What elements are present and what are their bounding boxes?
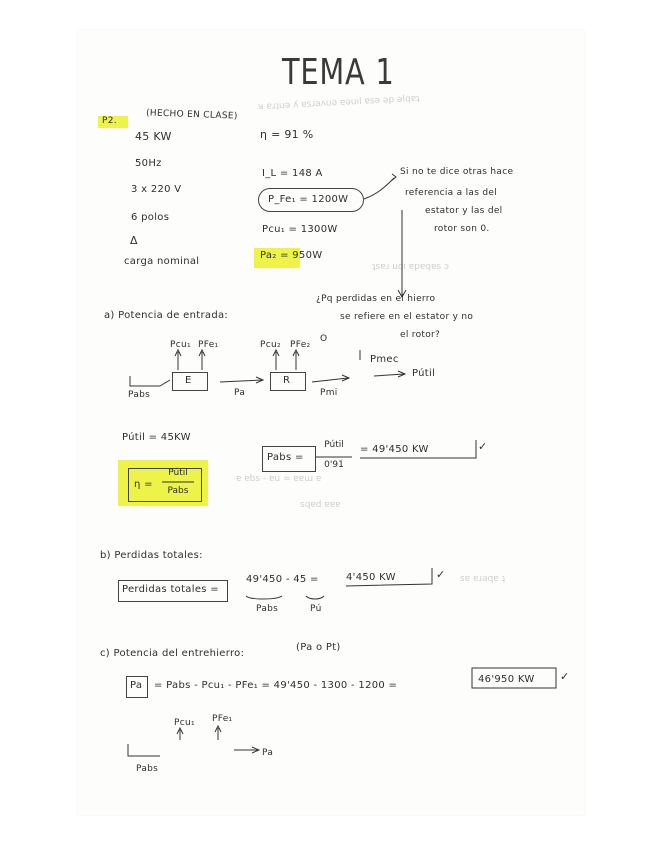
eta-formula-num: Pútil <box>168 468 188 478</box>
question-line: el rotor? <box>400 330 441 340</box>
putil-value: Pútil = 45KW <box>122 432 191 443</box>
label-pmi: Pmi <box>320 388 338 398</box>
label-pmec: Pmec <box>370 354 399 365</box>
pabs-value: = 49'450 KW <box>360 444 429 455</box>
label-pabs-c: Pabs <box>136 764 159 774</box>
header-note: (HECHO EN CLASE) <box>145 108 238 122</box>
under-pabs: Pabs <box>256 604 279 614</box>
pabs-lhs: Pabs = <box>267 452 304 463</box>
label-zero: O <box>320 334 328 344</box>
total-loss-expr: 49'450 - 45 = <box>246 574 319 585</box>
section-b-heading: b) Perdidas totales: <box>100 550 203 561</box>
label-pabs: Pabs <box>128 390 151 400</box>
section-a-heading: a) Potencia de entrada: <box>104 310 229 321</box>
label-pcu2: Pcu₂ <box>260 340 281 350</box>
side-note-line: Si no te dice otras hace <box>400 167 514 177</box>
side-note-line: estator y las del <box>425 206 503 216</box>
label-pfe1-c: PFe₁ <box>212 714 233 724</box>
eta-formula-lhs: η = <box>134 479 153 490</box>
label-pfe2: PFe₂ <box>290 340 311 350</box>
data-power: 45 KW <box>135 130 172 143</box>
page-title: TEMA 1 <box>282 52 395 93</box>
data-frequency: 50Hz <box>135 158 162 169</box>
section-c-heading: c) Potencia del entrehierro: <box>100 648 245 659</box>
problem-tag: P2. <box>102 116 117 126</box>
pa-expr: = Pabs - Pcu₁ - PFe₁ = 49'450 - 1300 - 1200 = <box>154 680 398 691</box>
total-loss-value: 4'450 KW <box>346 572 396 583</box>
question-line: se refiere en el estator y no <box>340 312 474 322</box>
label-pcu1-c: Pcu₁ <box>174 718 195 728</box>
data-poles: 6 polos <box>131 212 170 223</box>
side-note-line: referencia a las del <box>405 188 498 198</box>
question-line: ¿Pq perdidas en el hierro <box>316 294 436 304</box>
label-putil: Pútil <box>412 368 436 379</box>
bleed-through-text: sqɐd ɐɐɐ <box>300 500 341 510</box>
pa-lhs: Pa <box>130 680 143 691</box>
pa-value: 46'950 KW <box>478 674 535 685</box>
data-voltage: 3 x 220 V <box>131 184 182 195</box>
section-c-paren: (Pa o Pt) <box>296 642 341 653</box>
data-copper-loss: Pcu₁ = 1300W <box>262 224 338 235</box>
data-rotor-power: Pa₂ = 950W <box>260 250 323 261</box>
label-pa-c: Pa <box>262 748 274 758</box>
rotor-label: R <box>283 375 291 386</box>
label-pa: Pa <box>234 388 246 398</box>
label-pcu1: Pcu₁ <box>170 340 191 350</box>
stator-label: E <box>185 375 192 386</box>
check-mark: ✓ <box>436 568 446 581</box>
bleed-through-text: ʇsɐɹ uoı ɐpɐqɐs ɔ <box>372 262 449 272</box>
data-efficiency: η = 91 % <box>260 128 314 141</box>
eta-formula-den: Pabs <box>167 486 189 496</box>
bleed-through-text: ᴚ ɐɹʇuǝ ʎ ɐsɹǝʌuǝ ɐǝuıl ɐsǝ ǝp ǝlqɐʇ <box>257 93 420 113</box>
total-loss-lhs: Perdidas totales = <box>122 584 219 595</box>
label-pfe1: PFe₁ <box>198 340 219 350</box>
data-load: carga nominal <box>124 256 200 267</box>
pabs-den: 0'91 <box>324 460 344 470</box>
bleed-through-text: ɐ ɐbs - ɐu = ɐɐɯ ɐ <box>236 474 322 484</box>
side-note-line: rotor son 0. <box>434 224 490 234</box>
check-mark: ✓ <box>560 670 570 683</box>
bleed-through-text: sɐ ɐɹǝqɐ ʇ <box>460 574 506 584</box>
data-connection: Δ <box>130 234 138 247</box>
data-iron-loss: P_Fe₁ = 1200W <box>268 194 349 205</box>
pabs-num: Pútil <box>324 440 344 450</box>
check-mark: ✓ <box>478 440 488 453</box>
under-putil: Pú <box>310 604 322 614</box>
data-line-current: I_L = 148 A <box>262 168 323 179</box>
